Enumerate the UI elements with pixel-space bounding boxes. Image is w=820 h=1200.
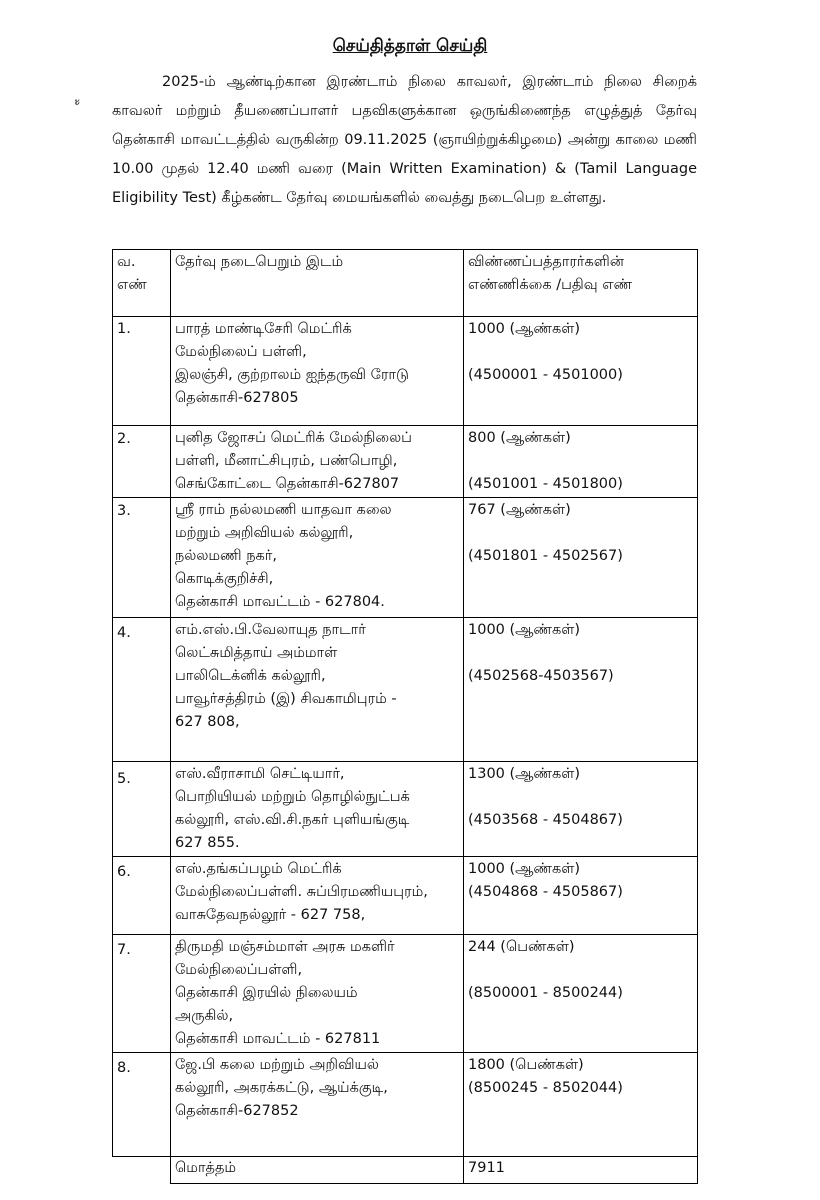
venue-line: செங்கோட்டை தென்காசி-627807	[175, 476, 400, 492]
table-row	[113, 426, 698, 498]
venue-line: மேல்நிலைப்பள்ளி,	[175, 962, 303, 978]
candidate-count: 1000 (ஆண்கள்)	[468, 321, 580, 337]
register-range: (4503568 - 4504867)	[468, 812, 623, 828]
candidate-count: 244 (பெண்கள்)	[468, 939, 575, 955]
row-venue	[171, 618, 464, 762]
header-sno	[113, 250, 171, 317]
row-venue	[171, 426, 464, 498]
header-count-line1: விண்ணப்பத்தாரர்களின்	[468, 254, 624, 270]
row-sno: 1.	[113, 317, 171, 426]
venue-line: பள்ளி, மீனாட்சிபுரம், பண்பொழி,	[175, 453, 398, 469]
venue-line: வாசுதேவநல்லூர் - 627 758,	[175, 907, 366, 923]
candidate-count: 1300 (ஆண்கள்)	[468, 766, 580, 782]
venue-line: மற்றும் அறிவியல் கல்லூரி,	[175, 525, 354, 541]
row-sno: 7.	[113, 935, 171, 1053]
register-range: (8500245 - 8502044)	[468, 1080, 623, 1096]
row-sno: 2.	[113, 426, 171, 498]
venue-line: 627 855.	[175, 835, 240, 851]
header-venue: தேர்வு நடைபெறும் இடம்	[171, 250, 464, 317]
total-empty-cell	[113, 1157, 171, 1184]
venue-line: புனித ஜோசப் மெட்ரிக் மேல்நிலைப்	[175, 430, 412, 446]
table-row	[113, 762, 698, 857]
table-row	[113, 618, 698, 762]
header-sno-line1: வ.	[117, 254, 136, 270]
row-count	[464, 762, 698, 857]
venue-line: கல்லூரி, அகரக்கட்டு, ஆய்க்குடி,	[175, 1080, 388, 1096]
row-sno: 4.	[113, 618, 171, 762]
page-title: செய்தித்தாள் செய்தி	[332, 36, 488, 56]
venue-line: எஸ்.தங்கப்பழம் மெட்ரிக்	[175, 861, 342, 877]
venue-line: திருமதி மஞ்சம்மாள் அரசு மகளிர்	[175, 939, 395, 955]
row-count	[464, 498, 698, 618]
table-row	[113, 317, 698, 426]
venue-line: தென்காசி இரயில் நிலையம்	[175, 985, 358, 1001]
row-venue	[171, 498, 464, 618]
table-header-row	[113, 250, 698, 317]
venue-line: ஸ்ரீ ராம் நல்லமணி யாதவா கலை	[175, 502, 392, 518]
register-range: (4500001 - 4501000)	[468, 367, 623, 383]
total-value: 7911	[464, 1157, 698, 1184]
venue-line: பொறியியல் மற்றும் தொழில்நுட்பக்	[175, 789, 410, 805]
table-row	[113, 1053, 698, 1157]
row-venue	[171, 1053, 464, 1157]
row-count	[464, 857, 698, 935]
register-range: (4501801 - 4502567)	[468, 548, 623, 564]
venue-line: லெட்சுமித்தாய் அம்மாள்	[175, 645, 338, 661]
row-venue	[171, 857, 464, 935]
row-count	[464, 935, 698, 1053]
candidate-count: 800 (ஆண்கள்)	[468, 430, 571, 446]
venue-line: கல்லூரி, எஸ்.வி.சி.நகர் புளியங்குடி	[175, 812, 410, 828]
register-range: (4502568-4503567)	[468, 668, 614, 684]
register-range: (4501001 - 4501800)	[468, 476, 623, 492]
venue-line: தென்காசி மாவட்டம் - 627804.	[175, 594, 385, 610]
venue-line: நல்லமணி நகர்,	[175, 548, 277, 564]
total-label: மொத்தம்	[171, 1157, 464, 1184]
venue-line: ஜே.பி கலை மற்றும் அறிவியல்	[175, 1057, 379, 1073]
candidate-count: 1000 (ஆண்கள்)	[468, 622, 580, 638]
row-count	[464, 618, 698, 762]
row-sno: 8.	[113, 1053, 171, 1157]
venue-line: இலஞ்சி, குற்றாலம் ஐந்தருவி ரோடு	[175, 367, 409, 383]
register-range: (8500001 - 8500244)	[468, 985, 623, 1001]
table-row	[113, 498, 698, 618]
venue-line: தென்காசி-627805	[175, 390, 299, 406]
row-sno: 3.	[113, 498, 171, 618]
venue-line: 627 808,	[175, 714, 240, 730]
register-range: (4504868 - 4505867)	[468, 884, 623, 900]
row-sno: 5.	[113, 762, 171, 857]
venue-line: தென்காசி-627852	[175, 1103, 299, 1119]
venue-line: பாலிடெக்னிக் கல்லூரி,	[175, 668, 326, 684]
venue-line: கொடிக்குறிச்சி,	[175, 571, 274, 587]
exam-venue-table	[112, 249, 698, 1184]
announcement-text: 2025-ம் ஆண்டிற்கான இரண்டாம் நிலை காவலர், இரண்டாம் நிலை சிறைக் காவலர் மற்றும் தீயணைப்பாளர் பதவிகளுக்கான ஒருங்கிணைந்த எழுத்துத் தேர்வு தென்காசி மாவட்டத்தில் வருகின்ற 09.11.2025 (ஞாயிற்றுக்கிழமை) அன்று காலை மணி 10.00 முதல் 12.40 மணி வரை (Main Written Examination) & (Tamil Language Eligibility Test) கீழ்கண்ட தேர்வு மையங்களில் வைத்து நடைபெற உள்ளது.	[112, 74, 697, 206]
table-row	[113, 857, 698, 935]
header-count-line2: எண்ணிக்கை /பதிவு எண்	[468, 277, 633, 293]
row-count	[464, 317, 698, 426]
row-venue	[171, 935, 464, 1053]
total-row	[113, 1157, 698, 1184]
venue-line: மேல்நிலைப்பள்ளி. சுப்பிரமணியபுரம்,	[175, 884, 428, 900]
margin-mark: ะ	[74, 94, 81, 108]
venue-line: மேல்நிலைப் பள்ளி,	[175, 344, 307, 360]
venue-line: தென்காசி மாவட்டம் - 627811	[175, 1031, 381, 1047]
table-row	[113, 935, 698, 1053]
header-sno-line2: எண்	[117, 277, 147, 293]
candidate-count: 767 (ஆண்கள்)	[468, 502, 571, 518]
candidate-count: 1800 (பெண்கள்)	[468, 1057, 584, 1073]
row-count	[464, 426, 698, 498]
venue-line: பாவூர்சத்திரம் (இ) சிவகாமிபுரம் -	[175, 691, 397, 707]
venue-line: எஸ்.வீராசாமி செட்டியார்,	[175, 766, 345, 782]
row-venue	[171, 317, 464, 426]
row-venue	[171, 762, 464, 857]
header-count	[464, 250, 698, 317]
row-sno: 6.	[113, 857, 171, 935]
venue-line: அருகில்,	[175, 1008, 234, 1024]
row-count	[464, 1053, 698, 1157]
venue-line: எம்.எஸ்.பி.வேலாயுத நாடார்	[175, 622, 366, 638]
candidate-count: 1000 (ஆண்கள்)	[468, 861, 580, 877]
venue-line: பாரத் மாண்டிசேரி மெட்ரிக்	[175, 321, 352, 337]
announcement-paragraph	[112, 68, 697, 213]
